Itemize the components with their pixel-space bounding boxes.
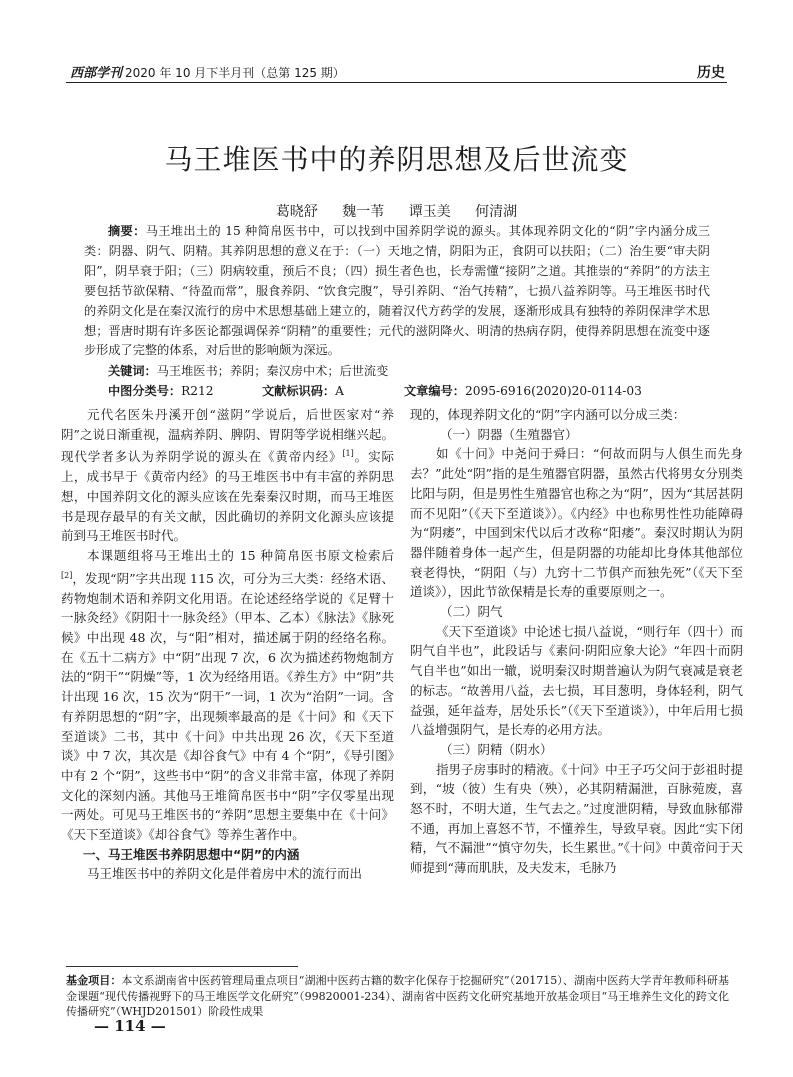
right-column	[410, 405, 743, 878]
clc-label: 中图分类号：	[108, 384, 182, 398]
article-number-label: 文章编号：	[404, 384, 465, 398]
running-header	[70, 62, 345, 81]
author: 葛晓舒	[275, 204, 318, 220]
paragraph: 马王堆医书中的养阴文化是伴着房中术的流行而出	[87, 866, 363, 882]
section-heading: 一、马王堆医书养阴思想中“阴”的内涵	[83, 846, 300, 862]
footnote-rule	[66, 966, 298, 967]
citation-ref[interactable]: [2]	[61, 570, 73, 580]
subsection-heading: （一）阴器（生殖器官）	[440, 426, 578, 442]
abstract	[84, 222, 710, 361]
author: 谭玉美	[408, 204, 451, 220]
header-rule	[66, 82, 727, 83]
keywords	[108, 362, 388, 379]
section-label: 历史	[697, 65, 725, 81]
footnote	[66, 973, 729, 1020]
paper-title: 马王堆医书中的养阴思想及后世流变	[164, 143, 629, 176]
footnote-label: 基金项目：	[66, 974, 122, 987]
abstract-label: 摘要：	[108, 224, 146, 238]
doc-code-label: 文献标识码：	[262, 384, 336, 398]
paragraph: 现的，体现养阴文化的“阴”字内涵可以分成三类：	[410, 407, 686, 422]
keywords-text: 马王堆医书；养阴；秦汉房中术；后世流变	[156, 364, 389, 378]
classification-line	[108, 382, 728, 399]
page-number: — 114 —	[94, 1017, 166, 1035]
paragraph: 指男子房事时的精液。《十问》中王子巧父问于彭祖时提到，“坡（彼）生有央（殃），必其阴精漏泄，百脉菀废，喜怒不时，不明大道，生气去之。”过度泄阴精，导致血脉郁滞不通，再加上喜怒不节，不懂养生，导致早衰。因此“实下闭精，气不漏泄”“慎守勿失，长生累世。”《十问》中黄帝问于天师提到“薄而肌肤，及夫发末，毛脉乃	[410, 761, 743, 876]
issue-info: 2020 年 10 月下半月刊（总第 125 期）	[125, 66, 345, 80]
paragraph: 本课题组将马王堆出土的 15 种简帛医书原文检索后[2]，发现“阴”字共出现 115 次，可分为三大类：经络术语、药物炮制术语和养阴文化用语。在论述经络学说的《足臂十一脉灸经》《阴阳十一脉灸经》（甲本、乙本）《脉法》《脉死候》中出现 48 次，与“阳”相对，描述属于阴的经络名称。在《五十二病方》中“阴”出现 7 次，6 次为描述药物炮制方法的“阴干”“阴燥”等，1 次为经络用语。《养生方》中“阴”共计出现 16 次，15 次为“阴干”一词，1 次为“治阴”一词。含有养阴思想的“阴”字，出现频率最高的是《十问》和《天下至道谈》二书，其中《十问》中共出现 26 次，《天下至道谈》中 7 次，其次是《却谷食气》中有 4 个“阴”，《导引图》中有 2 个“阴”，这些书中“阴”的含义非常丰富，体现了养阴文化的深刻内涵。其他马王堆简帛医书中“阴”字仅零星出现一两处。可见马王堆医书的“养阴”思想主要集中在《十问》《天下至道谈》《却谷食气》等养生著作中。	[61, 548, 394, 843]
citation-ref[interactable]: [1]	[342, 449, 354, 459]
journal-logo: 西部学刊	[70, 66, 123, 81]
footnote-text: 本文系湖南省中医药管理局重点项目“湖湘中医药古籍的数字化保存于挖掘研究”（201715）、湖南中医药大学青年教师科研基金课题“现代传播视野下的马王堆医学文化研究”（99820001-234）、湖南省中医药文化研究基地开放基金项目“马王堆养生文化的跨文化传播研究”（WHJD201501）阶段性成果	[66, 974, 730, 1018]
clc-code: R212	[181, 384, 214, 398]
author: 魏一苇	[342, 204, 385, 220]
abstract-text: 马王堆出土的 15 种简帛医书中，可以找到中国养阴学说的源头。其体现养阴文化的“阴”字内涵分成三类：阴器、阴气、阴精。其养阴思想的意义在于：（一）天地之情，阴阳为正，食阴可以扶阳；（二）治生要“审夫阴阳”，阴旱衰于阳；（三）阴病较重，预后不良；（四）损生者色也，长寿需懂“接阴”之道。其推崇的“养阴”的方法主要包括节欲保精、“待盈而常”，服食养阴、“饮食完腹”，导引养阴、“治气抟精”，七损八益养阴等。马王堆医书时代的养阴文化是在秦汉流行的房中术思想基础上建立的，随着汉代方药学的发展，逐渐形成具有独特的养阴保津学术思想；晋唐时期有许多医论都强调保养“阴精”的重要性；元代的滋阴降火、明清的热病存阴，使得养阴思想在流变中逐步形成了完整的体系，对后世的影响颇为深远。	[84, 224, 711, 358]
article-number: 2095-6916(2020)20-0114-03	[464, 384, 642, 398]
paragraph: 元代名医朱丹溪开创“滋阴”学说后，后世医家对“养阴”之说日渐重视，温病养阴、脾阴、胃阴等学说相继兴起。现代学者多认为养阴学说的源头在《黄帝内经》[1]。实际上，成书早于《黄帝内经》的马王堆医书中有丰富的养阴思想，中国养阴文化的源头应该在先秦秦汉时期，而马王堆医书是现存最早的有关文献，因此确切的养阴文化源头应该提前到马王堆医书时代。	[61, 407, 394, 544]
keywords-label: 关键词：	[108, 364, 157, 378]
subsection-heading: （二）阴气	[440, 604, 503, 620]
paragraph: 《天下至道谈》中论述七损八益说，“则行年（四十）而阴气自半也”，此段话与《素问·阴阳应象大论》“年四十而阴气自半也”如出一辙，说明秦汉时期普遍认为阴气衰减是衰老的标志。“故善用八益，去七损，耳目葱明，身体轻利，阴气益强，延年益寿，居处乐长”（《天下至道谈》），中年后用七损八益增强阴气，是长寿的必用方法。	[410, 623, 743, 738]
author-list	[0, 201, 793, 221]
paragraph: 如《十问》中尧问于舜曰：“何故而阴与人俱生而先身去？”此处“阴”指的是生殖器官阴器，虽然古代将男女分別类比阳与阴，但是男性生殖器官也称之为“阴”，因为“其居甚阴而不见阳”（《天下至道谈》）。《内经》中也称男性性功能障碍为“阴痿”，中国到宋代以后才改称“阳痿”。秦汉时期认为阴器伴随着身体一起产生，但是阴器的功能却比身体其他部位衰老得快，“阴阳（与）九窍十二节俱产而独先死”（《天下至道谈》），因此节欲保精是长寿的重要原则之一。	[410, 446, 743, 600]
subsection-heading: （三）阴精（阴水）	[440, 741, 553, 757]
author: 何清湖	[475, 204, 518, 220]
left-column	[61, 405, 394, 884]
doc-code: A	[335, 384, 344, 398]
